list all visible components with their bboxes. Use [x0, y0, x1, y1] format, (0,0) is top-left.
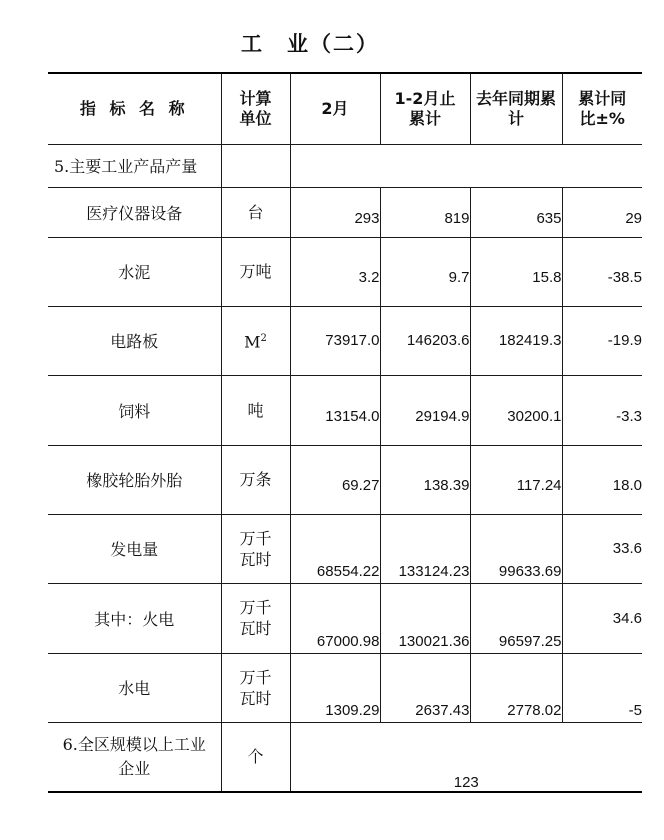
- row-name: 发电量: [48, 514, 221, 583]
- row-name: 水电: [48, 653, 221, 722]
- table-row: [48, 445, 642, 514]
- section-label: 5.主要工业产品产量: [48, 144, 221, 187]
- cell-feb: 73917.0: [290, 306, 380, 375]
- cell-lastyear: 30200.1: [470, 375, 562, 445]
- cell-janfeb: 9.7: [380, 237, 470, 306]
- table-row: [48, 653, 642, 722]
- cell-change: 34.6: [562, 583, 642, 653]
- table-row: [48, 583, 642, 653]
- cell-lastyear: 15.8: [470, 237, 562, 306]
- row-name: 饲料: [48, 375, 221, 445]
- cell-janfeb: 2637.43: [380, 653, 470, 722]
- header-lastyear: 去年同期累计: [470, 73, 562, 144]
- table-row: [48, 514, 642, 583]
- enterprises-unit: 个: [221, 722, 290, 792]
- cell-change: 29: [562, 187, 642, 237]
- cell-change: 18.0: [562, 445, 642, 514]
- header-indicator: 指 标 名 称: [48, 73, 221, 144]
- table-row: [48, 237, 642, 306]
- row-name: 电路板: [48, 306, 221, 375]
- cell-feb: 1309.29: [290, 653, 380, 722]
- row-unit: 万千瓦时: [221, 583, 290, 653]
- header-feb: 2月: [290, 73, 380, 144]
- cell-lastyear: 2778.02: [470, 653, 562, 722]
- cell-feb: 293: [290, 187, 380, 237]
- enterprises-name: 6.全区规模以上工业企业: [48, 722, 221, 792]
- empty-cell: [221, 144, 290, 187]
- empty-cell: [290, 144, 642, 187]
- row-name: 橡胶轮胎外胎: [48, 445, 221, 514]
- cell-change: -38.5: [562, 237, 642, 306]
- cell-change: -3.3: [562, 375, 642, 445]
- header-change: 累计同比±%: [562, 73, 642, 144]
- row-unit: 吨: [221, 375, 290, 445]
- row-unit: 万千瓦时: [221, 514, 290, 583]
- header-unit: 计算单位: [221, 73, 290, 144]
- cell-feb: 69.27: [290, 445, 380, 514]
- industry-stats-table: [48, 72, 642, 793]
- cell-change: -19.9: [562, 306, 642, 375]
- table-row: [48, 187, 642, 237]
- section-row: [48, 144, 642, 187]
- enterprises-row: [48, 722, 642, 792]
- row-unit: $M^2$: [221, 306, 290, 375]
- row-unit: 万千瓦时: [221, 653, 290, 722]
- cell-janfeb: 138.39: [380, 445, 470, 514]
- cell-change: 33.6: [562, 514, 642, 583]
- cell-lastyear: 99633.69: [470, 514, 562, 583]
- row-unit: 万吨: [221, 237, 290, 306]
- cell-feb: 68554.22: [290, 514, 380, 583]
- table-row: [48, 375, 642, 445]
- cell-janfeb: 819: [380, 187, 470, 237]
- cell-change: -5: [562, 653, 642, 722]
- cell-janfeb: 29194.9: [380, 375, 470, 445]
- cell-feb: 3.2: [290, 237, 380, 306]
- cell-feb: 67000.98: [290, 583, 380, 653]
- header-janfeb: 1-2月止累计: [380, 73, 470, 144]
- page-title: 工 业（二）: [241, 32, 379, 56]
- cell-lastyear: 96597.25: [470, 583, 562, 653]
- cell-janfeb: 133124.23: [380, 514, 470, 583]
- enterprises-value: 123: [290, 722, 642, 792]
- row-unit: 台: [221, 187, 290, 237]
- row-unit: 万条: [221, 445, 290, 514]
- cell-janfeb: 130021.36: [380, 583, 470, 653]
- cell-lastyear: 182419.3: [470, 306, 562, 375]
- row-name: 其中：火电: [48, 583, 221, 653]
- table-row: [48, 306, 642, 375]
- header-row: [48, 73, 642, 144]
- cell-lastyear: 117.24: [470, 445, 562, 514]
- cell-lastyear: 635: [470, 187, 562, 237]
- cell-janfeb: 146203.6: [380, 306, 470, 375]
- row-name: 医疗仪器设备: [48, 187, 221, 237]
- cell-feb: 13154.0: [290, 375, 380, 445]
- row-name: 水泥: [48, 237, 221, 306]
